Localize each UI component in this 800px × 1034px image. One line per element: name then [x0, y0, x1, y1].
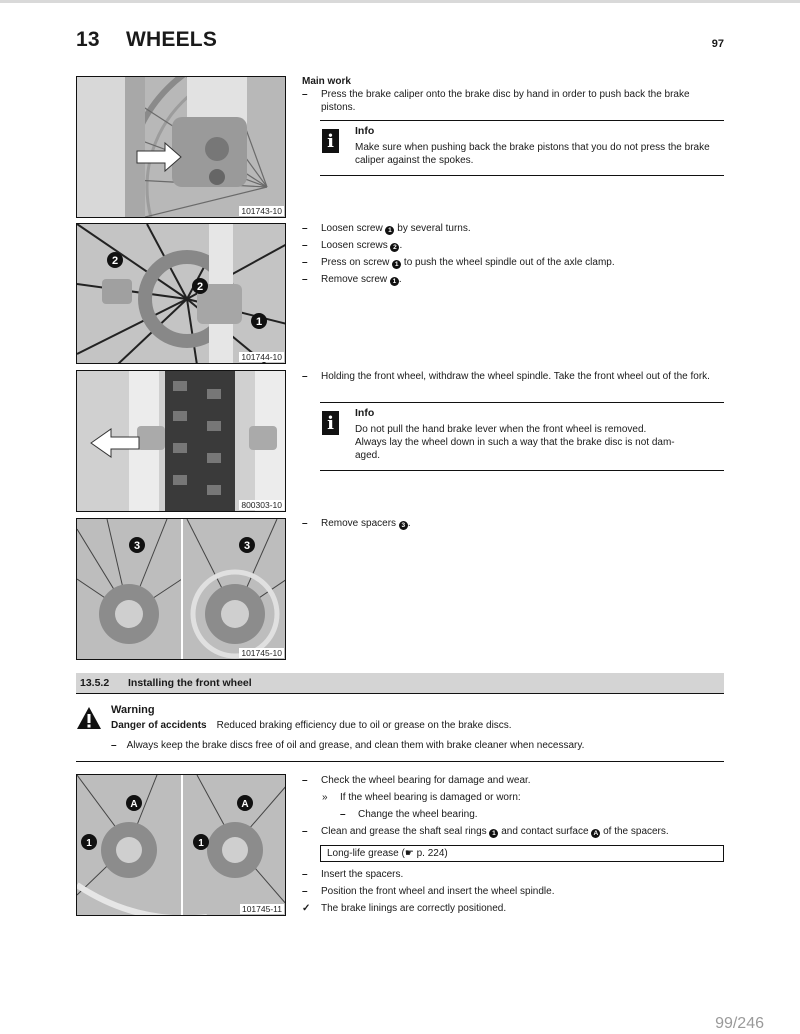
- marker-1: 1: [390, 277, 399, 286]
- condition-item: » If the wheel bearing is damaged or worn:: [322, 792, 521, 803]
- pointing-hand-icon: ☛: [404, 848, 414, 859]
- figure-shaft-seal-rings: [76, 774, 286, 916]
- figure-axle-clamp: [76, 223, 286, 364]
- marker-3: 3: [399, 521, 408, 530]
- list-item: – Clean and grease the shaft seal rings 1 and contact surface A of the spacers.: [302, 826, 669, 837]
- photo-spacers: [77, 519, 286, 660]
- marker-a: A: [591, 829, 600, 838]
- marker-2-left: 2: [111, 255, 119, 267]
- warning-icon: [76, 706, 102, 730]
- marker-a-right: A: [241, 799, 249, 810]
- marker-1: 1: [385, 226, 394, 235]
- list-item: – Position the front wheel and insert the wheel spindle.: [302, 886, 555, 897]
- list-item: – Remove spacers 3 .: [302, 518, 411, 529]
- marker-3-left: 3: [133, 540, 141, 552]
- marker-1: 1: [255, 316, 263, 328]
- warning-box: [76, 698, 724, 762]
- figure-caption: 101745-11: [241, 904, 282, 914]
- section-number: 13.5.2: [80, 677, 110, 689]
- list-item: – Check the wheel bearing for damage and wear.: [302, 775, 531, 786]
- step-spacers: [302, 517, 724, 534]
- photo-shaft-seal-rings: [77, 775, 286, 916]
- page-link[interactable]: p. 224): [416, 848, 448, 859]
- marker-2: 2: [390, 243, 399, 252]
- warning-action: – Always keep the brake discs free of oil and grease, and clean them with brake cleaner when necessary.: [111, 740, 585, 751]
- figure-caption: 101743-10: [241, 206, 282, 216]
- list-item: – Loosen screws 2 .: [302, 240, 403, 251]
- figure-caption: 101745-10: [241, 648, 282, 658]
- step-install: [302, 774, 724, 842]
- step-main-work: [302, 75, 724, 118]
- section-title: Installing the front wheel: [128, 677, 252, 689]
- info-title: Info: [355, 407, 375, 419]
- condition-action: – Change the wheel bearing.: [340, 809, 478, 820]
- info-box: [320, 402, 724, 471]
- result-item: ✓ The brake linings are correctly positioned.: [302, 903, 507, 914]
- info-icon: i: [322, 411, 339, 435]
- figure-brake-caliper: [76, 76, 286, 218]
- marker-1: 1: [489, 829, 498, 838]
- figure-caption: 101744-10: [241, 352, 282, 362]
- info-icon: i: [322, 129, 339, 153]
- list-item: – Loosen screw 1 by several turns.: [302, 223, 471, 234]
- marker-1-right: 1: [198, 838, 204, 849]
- step-install-cont: [302, 868, 724, 919]
- photo-axle-clamp: [77, 224, 286, 364]
- warning-label: Danger of accidents: [111, 720, 207, 731]
- figure-spacers: [76, 518, 286, 660]
- step-withdraw: [302, 370, 724, 387]
- check-icon: ✓: [302, 903, 311, 914]
- grease-reference: Long-life grease (☛ p. 224): [320, 845, 724, 862]
- list-item: – Press on screw 1 to push the wheel spindle out of the axle clamp.: [302, 257, 615, 268]
- chapter-title: WHEELS: [126, 28, 218, 51]
- info-text: Do not pull the hand brake lever when the front wheel is removed. Always lay the wheel down in such a way that the brake disc is not dam- aged.: [355, 424, 675, 461]
- list-item: – Press the brake caliper onto the brake disc by hand in order to push back the brake pistons.: [302, 89, 690, 113]
- marker-2-right: 2: [196, 281, 204, 293]
- photo-brake-caliper: [77, 77, 286, 218]
- main-work-heading: Main work: [302, 76, 351, 87]
- warning-line: Danger of accidents Reduced braking efficiency due to oil or grease on the brake discs.: [111, 720, 512, 731]
- info-text: Make sure when pushing back the brake pistons that you do not press the brake caliper against the spokes.: [355, 142, 710, 166]
- list-item: – Holding the front wheel, withdraw the wheel spindle. Take the front wheel out of the fork.: [302, 371, 710, 382]
- figure-withdraw-spindle: [76, 370, 286, 512]
- page-number: 97: [711, 38, 724, 50]
- page-indicator: 99/246: [715, 1015, 764, 1032]
- marker-1: 1: [392, 260, 401, 269]
- chapter-heading: [76, 28, 217, 52]
- chapter-number: 13: [76, 28, 100, 51]
- figure-caption: 800303-10: [241, 500, 282, 510]
- list-item: – Insert the spacers.: [302, 869, 404, 880]
- warning-title: Warning: [111, 704, 155, 716]
- marker-a-left: A: [130, 799, 138, 810]
- list-item: – Remove screw 1 .: [302, 274, 402, 285]
- photo-withdraw-spindle: [77, 371, 286, 512]
- marker-3-right: 3: [243, 540, 251, 552]
- section-heading: [76, 673, 724, 694]
- marker-1-left: 1: [86, 838, 92, 849]
- top-border: [0, 0, 800, 3]
- step-screws: [302, 222, 724, 290]
- info-title: Info: [355, 125, 375, 137]
- info-box: [320, 120, 724, 176]
